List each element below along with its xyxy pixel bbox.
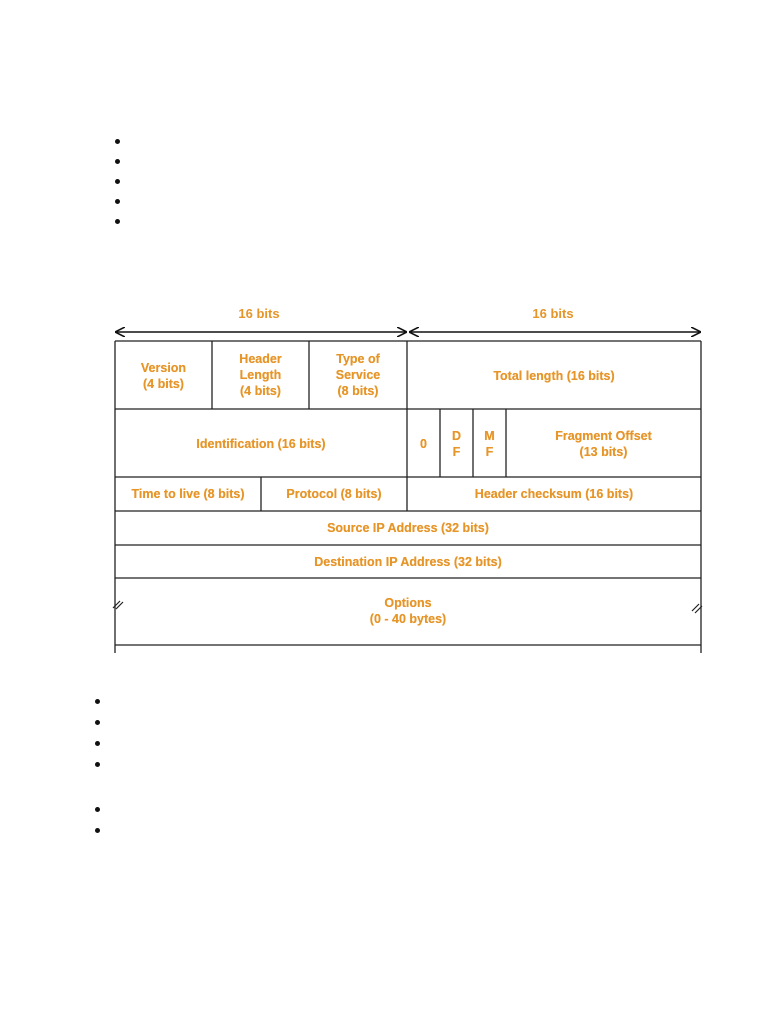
field-version: Version (4 bits) [140, 361, 187, 391]
field-total-length: Total length (16 bits) [493, 369, 615, 383]
field-header-length: Header Length (4 bits) [239, 352, 282, 398]
field-protocol: Protocol (8 bits) [286, 487, 382, 501]
field-identification: Identification (16 bits) [196, 437, 326, 451]
field-type-of-service: Type of Service (8 bits) [335, 352, 381, 398]
field-destination-ip: Destination IP Address (32 bits) [314, 555, 502, 569]
right-width-label: 16 bits [532, 306, 574, 321]
left-width-label: 16 bits [238, 306, 280, 321]
field-flag-mf: M F [484, 429, 495, 459]
field-flag-df: D F [451, 429, 462, 459]
field-flag-zero: 0 [420, 437, 427, 451]
field-ttl: Time to live (8 bits) [131, 487, 245, 501]
field-options: Options (0 - 40 bytes) [369, 596, 447, 626]
field-fragment-offset: Fragment Offset (13 bits) [555, 429, 652, 459]
field-header-checksum: Header checksum (16 bits) [474, 487, 634, 501]
field-source-ip: Source IP Address (32 bits) [327, 521, 489, 535]
